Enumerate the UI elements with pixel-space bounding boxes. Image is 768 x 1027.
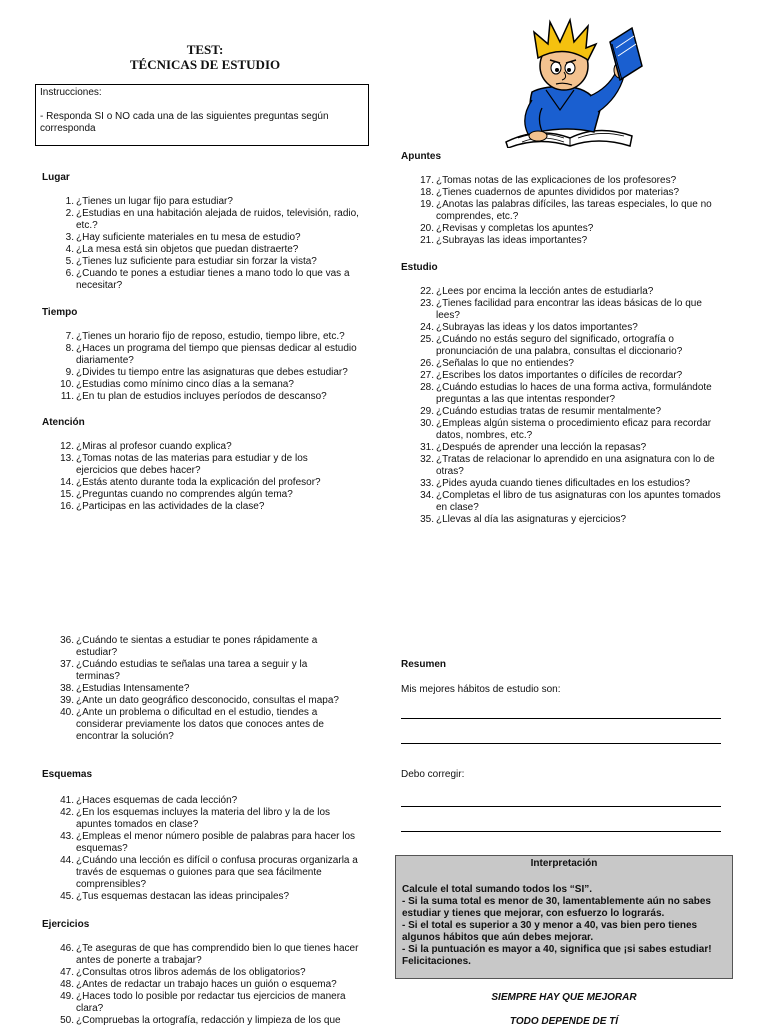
list-item: 1. ¿Tienes un lugar fijo para estudiar? [65,196,233,207]
question-list-atencion [60,441,336,513]
list-item: 6. ¿Cuando te pones a estudiar tienes a mano todo lo que vas a necesitar? [65,268,350,291]
list-item: 44. ¿Cuándo una lección es difícil o confusa procuras organizarla a través de esquemas o guiones para que sea fácilmente comprensibles? [60,855,358,890]
list-item: 45. ¿Tus esquemas destacan las ideas principales? [60,891,290,902]
list-item: 20. ¿Revisas y completas los apuntes? [420,223,594,234]
list-item: 39. ¿Ante un dato geográfico desconocido, consultas el mapa? [60,695,339,706]
list-item: 13. ¿Tomas notas de las materias para estudiar y de los ejercicios que debes hacer? [60,453,308,476]
list-item: 21. ¿Subrayas las ideas importantes? [420,235,588,246]
to-correct-label: Debo corregir: [401,769,465,780]
interpretation-line: - Si la suma total es menor de 30, lamentablemente aún no sabes estudiar y tienes que mejorar, con esfuerzo lo lograrás. [402,896,711,919]
section-heading-atencion: Atención [42,417,85,428]
list-item: 29. ¿Cuándo estudias tratas de resumir mentalmente? [420,406,662,417]
list-item: 14. ¿Estás atento durante toda la explicación del profesor? [60,477,321,488]
list-item: 9. ¿Divides tu tiempo entre las asignaturas que debes estudiar? [65,367,348,378]
interpretation-heading: Interpretación [530,858,598,869]
interpretation-line: Calcule el total sumando todos los “SI”. [402,884,593,895]
list-item: 16. ¿Participas en las actividades de la clase? [60,501,265,512]
list-item: 7. ¿Tienes un horario fijo de reposo, estudio, tiempo libre, etc.? [65,331,345,342]
question-list-lugar [65,196,366,292]
list-item: 42. ¿En los esquemas incluyes la materia del libro y la de los apuntes tomados en clase? [60,807,331,830]
list-item: 40. ¿Ante un problema o dificultad en el estudio, tiendes a considerar previamente los datos que conoces antes de encontrar la solución? [60,707,324,742]
question-list-esquemas [60,795,358,903]
list-item: 34. ¿Completas el libro de tus asignaturas con los apuntes tomados en clase? [420,490,721,513]
list-item: 3. ¿Hay suficiente materiales en tu mesa de estudio? [65,232,301,243]
list-item: 10. ¿Estudias como mínimo cinco días a la semana? [60,379,294,390]
student-reading-icon [498,14,648,148]
list-item: 32. ¿Tratas de relacionar lo aprendido en una asignatura con lo de otras? [420,454,715,477]
list-item: 22. ¿Lees por encima la lección antes de estudiarla? [420,286,654,297]
list-item: 43. ¿Empleas el menor número posible de palabras para hacer los esquemas? [60,831,356,854]
instructions-text: - Responda SI o NO cada una de las siguientes preguntas según corresponda [40,111,329,134]
section-heading-estudio: Estudio [401,262,438,273]
question-list-tiempo [60,331,366,403]
section-heading-resumen: Resumen [401,659,447,670]
list-item: 41. ¿Haces esquemas de cada lección? [60,795,238,806]
list-item: 24. ¿Subrayas las ideas y los datos importantes? [420,322,638,333]
list-item: 4. ¿La mesa está sin objetos que puedan distraerte? [65,244,299,255]
list-item: 49. ¿Haces todo lo posible por redactar tus ejercicios de manera clara? [60,991,346,1014]
section-heading-ejercicios: Ejercicios [42,919,90,930]
list-item: 11. ¿En tu plan de estudios incluyes períodos de descanso? [60,391,327,402]
list-item: 28. ¿Cuándo estudias lo haces de una forma activa, formulándote preguntas a las que intentas responder? [420,382,712,405]
list-item: 47. ¿Consultas otros libros además de los obligatorios? [60,967,306,978]
section-heading-esquemas: Esquemas [42,769,93,780]
list-item: 37. ¿Cuándo estudias te señalas una tarea a seguir y la terminas? [60,659,308,682]
question-list-ejercicios [60,943,362,1027]
section-heading-lugar: Lugar [42,172,70,183]
answer-line [401,743,721,744]
answer-line [401,806,721,807]
list-item: 23. ¿Tienes facilidad para encontrar las ideas básicas de lo que lees? [420,298,702,321]
best-habits-label: Mis mejores hábitos de estudio son: [401,684,561,695]
list-item: 12. ¿Miras al profesor cuando explica? [60,441,232,452]
list-item: 2. ¿Estudias en una habitación alejada de ruidos, televisión, radio, etc.? [65,208,359,231]
answer-line [401,718,721,719]
answer-line [401,831,721,832]
list-item: 48. ¿Antes de redactar un trabajo haces un guión o esquema? [60,979,337,990]
list-item: 27. ¿Escribes los datos importantes o difíciles de recordar? [420,370,683,381]
page-title: TEST: TÉCNICAS DE ESTUDIO [129,42,281,72]
list-item: 46. ¿Te aseguras de que has comprendido bien lo que tienes hacer antes de ponerte a trabajar? [60,943,359,966]
interpretation-line: - Si la puntuación es mayor a 40, significa que ¡si sabes estudiar! Felicitaciones. [402,944,712,967]
list-item: 36. ¿Cuándo te sientas a estudiar te pones rápidamente a estudiar? [60,635,318,658]
list-item: 35. ¿Llevas al día las asignaturas y ejercicios? [420,514,627,525]
list-item: 18. ¿Tienes cuadernos de apuntes divididos por materias? [420,187,680,198]
question-list-estudio [420,286,726,526]
list-item: 19. ¿Anotas las palabras difíciles, las tareas especiales, lo que no comprendes, etc.? [420,199,712,222]
section-heading-tiempo: Tiempo [42,307,78,318]
list-item: 17. ¿Tomas notas de las explicaciones de los profesores? [420,175,677,186]
footer-slogan: SIEMPRE HAY QUE MEJORAR [491,992,637,1003]
list-item: 25. ¿Cuándo no estás seguro del significado, ortografía o pronunciación de una palabra, consultas el diccionario? [420,334,683,357]
list-item: 15. ¿Preguntas cuando no comprendes algún tema? [60,489,293,500]
list-item: 5. ¿Tienes luz suficiente para estudiar sin forzar la vista? [65,256,317,267]
list-item: 26. ¿Señalas lo que no entiendes? [420,358,574,369]
question-list-continuation [60,635,346,743]
question-list-apuntes [420,175,726,247]
list-item: 8. ¿Haces un programa del tiempo que piensas dedicar al estudio diariamente? [65,343,357,366]
list-item: 33. ¿Pides ayuda cuando tienes dificultades en los estudios? [420,478,691,489]
list-item: 30. ¿Empleas algún sistema o procedimiento eficaz para recordar datos, nombres, etc.? [420,418,712,441]
list-item: 50. ¿Compruebas la ortografía, redacción y limpieza de los que [60,1015,341,1026]
footer-slogan: TODO DEPENDE DE TÍ [509,1016,619,1027]
instructions-label: Instrucciones: [40,87,102,98]
list-item: 31. ¿Después de aprender una lección la repasas? [420,442,647,453]
interpretation-line: - Si el total es superior a 30 y menor a 40, vas bien pero tienes algunos hábitos que aún debes mejorar. [402,920,698,943]
interpretation-box [395,855,733,979]
section-heading-apuntes: Apuntes [401,151,441,162]
instructions-box [35,84,369,146]
list-item: 38. ¿Estudias Intensamente? [60,683,190,694]
